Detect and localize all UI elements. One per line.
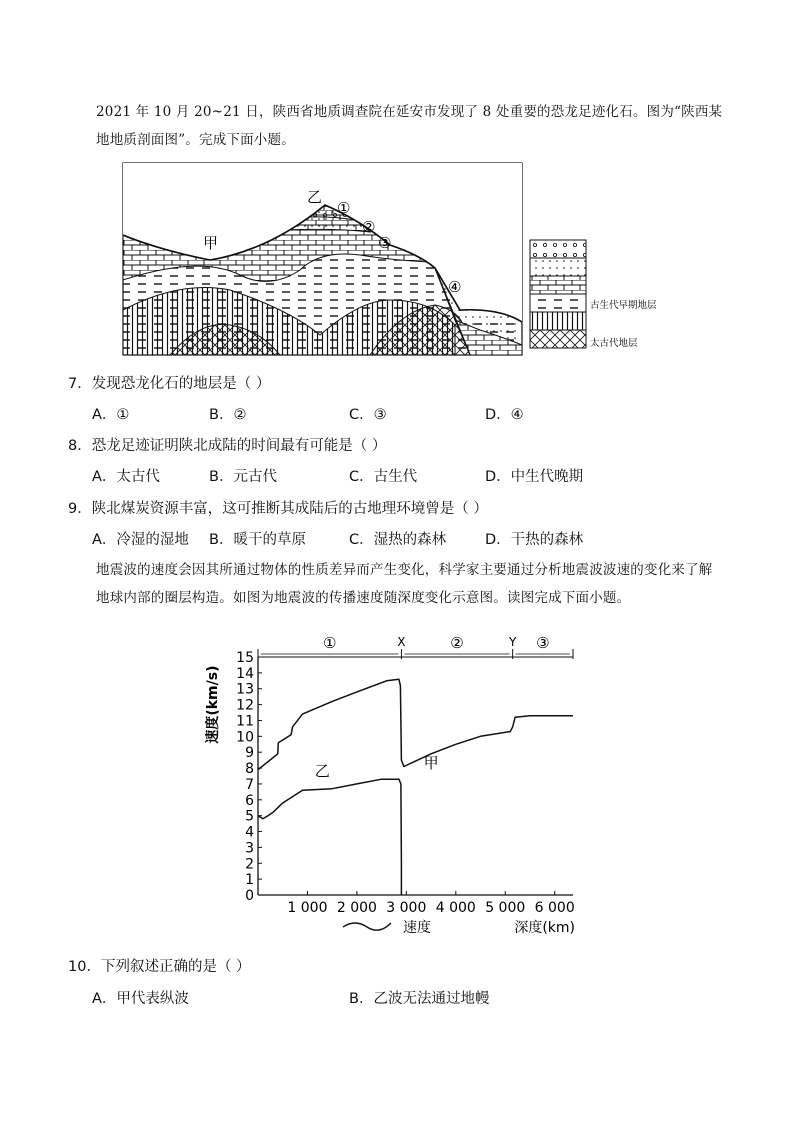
question-7-stem: 7．发现恐龙化石的地层是（ ） — [68, 376, 271, 392]
series-line-jia — [258, 679, 573, 773]
layer-label: ② — [450, 634, 464, 652]
label-layer-3: ③ — [378, 234, 392, 252]
x-tick-label: 6 000 — [534, 900, 575, 916]
q9-option-a[interactable]: A．冷湿的湿地 — [92, 532, 189, 548]
y-tick-label: 4 — [245, 824, 254, 841]
label-layer-1: ① — [337, 199, 351, 217]
q9-option-d[interactable]: D．干热的森林 — [485, 532, 584, 548]
q8-option-a[interactable]: A．太古代 — [92, 469, 160, 485]
q7-option-b[interactable]: B．② — [209, 407, 247, 423]
y-tick-label: 8 — [245, 761, 254, 778]
y-tick-label: 1 — [245, 872, 254, 889]
series-line-yi — [258, 779, 401, 895]
seismic-velocity-chart — [205, 625, 590, 940]
x-tick-label: 4 000 — [435, 900, 476, 916]
legend-paleozoic: 古生代早期地层 — [590, 300, 657, 311]
x-tick-label: 3 000 — [386, 900, 427, 916]
x-axis-label: 深度(km) — [514, 920, 575, 936]
legend-archean: 太古代地层 — [590, 338, 638, 349]
intro-paragraph-2: 地震波的速度会因其所通过物体的性质差异而产生变化，科学家主要通过分析地震波波速的变化来了解地球内部的圈层构造。如图为地震波的传播速度随深度变化示意图。读图完成下面小题。 — [96, 562, 713, 606]
y-tick-label: 10 — [236, 729, 254, 746]
series-label-yi: 乙 — [314, 762, 330, 780]
y-tick-label: 5 — [245, 808, 254, 825]
x-tick-label: 5 000 — [485, 900, 526, 916]
geologic-section-figure — [120, 160, 680, 360]
y-tick-label: 0 — [245, 888, 254, 904]
layer-label: ③ — [536, 634, 550, 652]
series-label-jia: 甲 — [423, 754, 439, 773]
label-jia: 甲 — [203, 234, 219, 252]
legend-swatch — [343, 923, 391, 930]
label-layer-2: ② — [362, 218, 376, 236]
y-tick-label: 9 — [245, 745, 254, 762]
q9-option-c[interactable]: C．湿热的森林 — [349, 532, 447, 548]
boundary-label: Y — [508, 635, 517, 649]
question-8-stem: 8．恐龙足迹证明陕北成陆的时间最有可能是（ ） — [68, 438, 387, 454]
y-tick-label: 11 — [236, 713, 254, 730]
label-yi: 乙 — [307, 188, 323, 206]
y-tick-label: 7 — [245, 776, 254, 793]
q10-option-b[interactable]: B．乙波无法通过地幔 — [349, 991, 490, 1007]
question-10-stem: 10．下列叙述正确的是（ ） — [68, 959, 251, 975]
intro-paragraph-1: 2021 年 10 月 20~21 日，陕西省地质调查院在延安市发现了 8 处重要的恐龙足迹化石。图为“陕西某地地质剖面图”。完成下面小题。 — [96, 104, 723, 148]
legend — [530, 240, 657, 349]
question-9-stem: 9．陕北煤炭资源丰富，这可推断其成陆后的古地理环境曾是（ ） — [68, 501, 488, 517]
y-axis-label: 速度(km/s) — [205, 665, 221, 744]
y-tick-label: 6 — [245, 792, 254, 809]
boundary-label: X — [397, 635, 406, 649]
q8-option-d[interactable]: D．中生代晚期 — [485, 469, 584, 485]
x-tick-label: 2 000 — [336, 900, 377, 916]
y-tick-label: 2 — [245, 856, 254, 873]
y-tick-label: 15 — [236, 650, 254, 666]
label-layer-4: ④ — [448, 278, 462, 296]
y-tick-label: 3 — [245, 840, 254, 857]
q7-option-a[interactable]: A．① — [92, 407, 130, 423]
q8-option-b[interactable]: B．元古代 — [209, 469, 277, 485]
q7-option-c[interactable]: C．③ — [349, 407, 387, 423]
q10-option-a[interactable]: A．甲代表纵波 — [92, 991, 189, 1007]
y-tick-label: 13 — [236, 681, 254, 698]
q9-option-b[interactable]: B．暖干的草原 — [209, 532, 306, 548]
legend-label: 速度 — [403, 920, 431, 936]
layer-label: ① — [322, 634, 337, 652]
y-tick-label: 14 — [236, 665, 254, 682]
x-tick-label: 1 000 — [287, 900, 328, 916]
q8-option-c[interactable]: C．古生代 — [349, 469, 418, 485]
q7-option-d[interactable]: D．④ — [485, 407, 524, 423]
y-tick-label: 12 — [236, 697, 254, 714]
